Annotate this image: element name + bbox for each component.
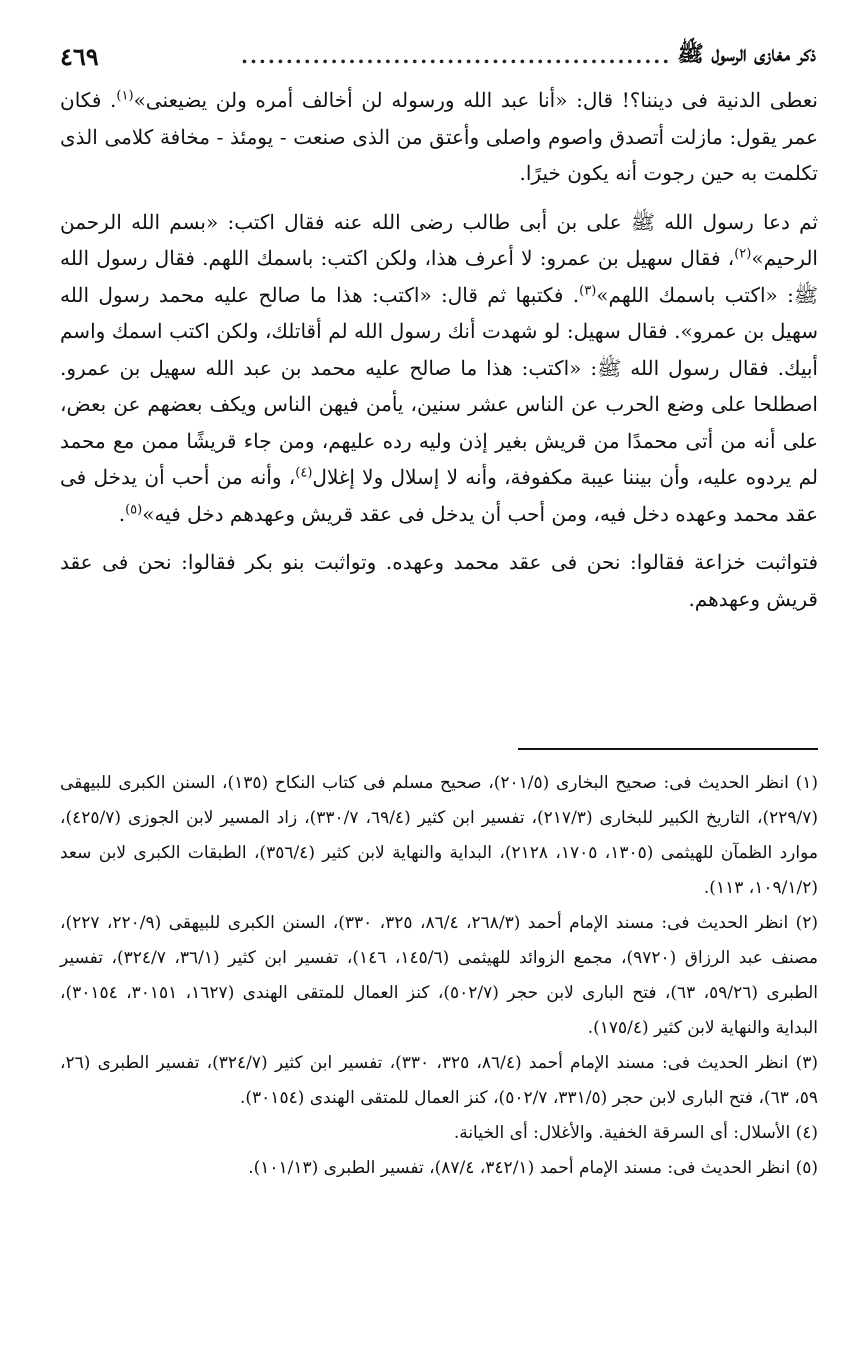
footnote-ref-5: (٥) <box>125 501 143 517</box>
paragraph-2 <box>60 204 818 533</box>
footnote-2: (٢) انظر الحديث فى: مسند الإمام أحمد (٢٦٨/٣، ٨٦/٤، ٣٢٥، ٣٣٠)، السنن الكبرى للبيهقى (٢٢٠/٩، ٢٢٧)، مصنف عبد الرزاق (٩٧٢٠)، مجمع الزوائد للهيثمى (١٤٥/٦، ١٤٦)، تفسير ابن كثير (٣٦/١، ٣٢٤/٧)، تفسير الطبرى (٥٩/٢٦، ٦٣)، فتح البارى لابن حجر (٥٠٢/٧)، كنز العمال للمتقى الهندى (١٦٢٧، ٣٠١٥١، ٣٠١٥٤)، البداية والنهاية لابن كثير (١٧٥/٤). <box>60 913 819 1038</box>
paragraph-2-text-e: . <box>118 501 126 526</box>
footnote-4: (٤) الأسلال: أى السرقة الخفية. والأغلال: أى الخيانة. <box>453 1123 818 1143</box>
paragraph-1 <box>60 82 818 192</box>
paragraph-2-text-c: . فكتبها ثم قال: «اكتب: هذا ما صالح عليه محمد رسول الله سهيل بن عمرو». فقال سهيل: لو شهدت أنك رسول الله لم أقاتلك، ولكن اكتب اسمك واسم أبيك. فقال رسول الله ﷺ: «اكتب: هذا ما صالح عليه محمد بن عبد الله سهيل بن عمرو. اصطلحا على وضع الحرب عن الناس عشر سنين، يأمن فيهن الناس ويكف بعضهم عن بعض، على أنه من أتى محمدًا من قريش بغير إذن وليه رده عليهم، ومن جاء قريشًا ممن مع محمد لم يردوه عليه، وأن بيننا عيبة مكفوفة، وأنه لا إسلال ولا إغلال <box>60 282 819 489</box>
paragraph-2-text-b: ، فقال سهيل بن عمرو: لا أعرف هذا، ولكن اكتب: باسمك اللهم. فقال رسول الله ﷺ: «اكتب باسمك اللهم» <box>60 246 818 307</box>
footnote-ref-1: (١) <box>116 88 134 104</box>
header-dot-leader: ................................................ <box>241 44 672 68</box>
paragraph-1-text-b: . فكان عمر يقول: مازلت أتصدق واصوم واصلى وأعتق من الذى صنعت - يومئذ - مخافة كلامى الذى تكلمت به حين رجوت أنه يكون خيرًا. <box>60 88 818 185</box>
footnotes-section <box>60 766 818 1186</box>
footnote-5: (٥) انظر الحديث فى: مسند الإمام أحمد (٣٤٢/١، ٨٧/٤)، تفسير الطبرى (١٠١/١٣). <box>248 1158 818 1178</box>
footnote-ref-2: (٢) <box>734 246 752 262</box>
footnote-3: (٣) انظر الحديث فى: مسند الإمام أحمد (٨٦/٤، ٣٢٥، ٣٣٠)، تفسير ابن كثير (٣٢٤/٧)، تفسير الطبرى (٢٦، ٥٩، ٦٣)، فتح البارى لابن حجر (٣٣١/٥، ٥٠٢/٧)، كنز العمال للمتقى الهندى (٣٠١٥٤). <box>60 1053 819 1108</box>
page-number: ٤٦٩ <box>60 41 99 71</box>
paragraph-1-text-a: نعطى الدنية فى ديننا؟! قال: «أنا عبد الله ورسوله لن أخالف أمره ولن يضيعنى» <box>133 88 818 112</box>
footnote-ref-4: (٤) <box>295 465 313 481</box>
paragraph-3: فتواثبت خزاعة فقالوا: نحن فى عقد محمد وعهده. وتواثبت بنو بكر فقالوا: نحن فى عقد قريش وعهدهم. <box>60 550 818 611</box>
footnote-divider <box>518 748 818 750</box>
footnote-ref-3: (٣) <box>579 282 597 298</box>
footnote-1: (١) انظر الحديث فى: صحيح البخارى (٢٠١/٥)، صحيح مسلم فى كتاب النكاح (١٣٥)، السنن الكبرى للبيهقى (٢٢٩/٧)، التاريخ الكبير للبخارى (٢١٧/٣)، تفسير ابن كثير (٦٩/٤، ٣٣٠/٧)، زاد المسير لابن الجوزى (٤٢٥/٧)، موارد الظمآن للهيثمى (١٣٠٥، ١٧٠٥، ٢١٢٨)، البداية والنهاية لابن كثير (٣٥٦/٤)، الطبقات الكبرى لابن سعد (١٠٩/١/٢، ١١٣). <box>60 773 819 898</box>
paragraph-2-text-d: ، وأنه من أحب أن يدخل فى عقد محمد وعهده دخل فيه، ومن أحب أن يدخل فى عقد قريش وعهدهم دخل فيه» <box>60 465 818 526</box>
paragraph-2-text-a: ثم دعا رسول الله ﷺ على بن أبى طالب رضى الله عنه فقال اكتب: «بسم الله الرحمن الرحيم» <box>60 209 818 270</box>
running-header <box>60 36 816 76</box>
header-title: ذكر مغازى الرسول ﷺ <box>677 41 816 67</box>
main-text <box>60 82 818 617</box>
